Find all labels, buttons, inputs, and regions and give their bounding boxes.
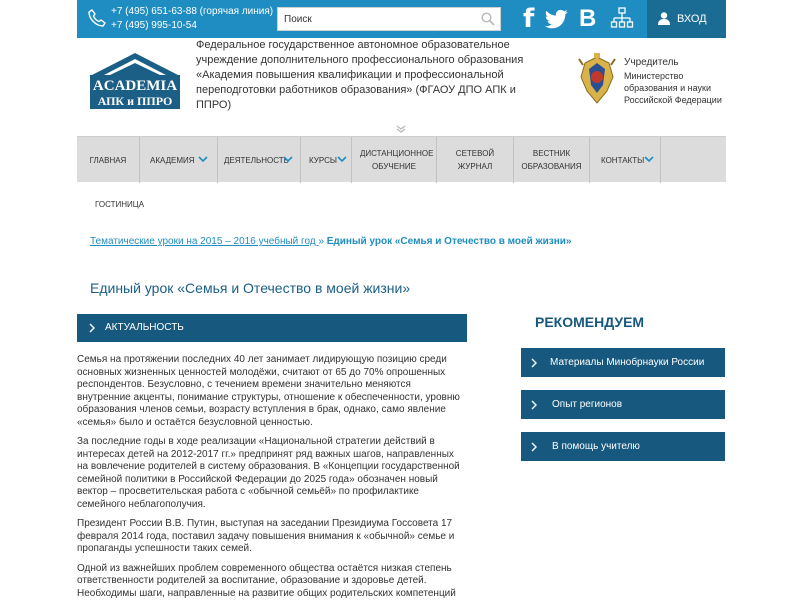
nav-item-label: ВЕСТНИК ОБРАЗОВАНИЯ — [521, 149, 582, 171]
nav-item-network-journal[interactable] — [436, 137, 513, 183]
chevron-down-icon[interactable] — [396, 125, 406, 133]
academia-logo[interactable] — [90, 53, 180, 109]
nav-item-label: ДИСТАНЦИОННОЕ ОБУЧЕНИЕ — [360, 149, 434, 171]
nav-item-activity[interactable] — [217, 137, 300, 183]
chevron-right-icon — [89, 323, 95, 333]
chevron-down-icon — [337, 156, 347, 163]
nav-item-label: КОНТАКТЫ — [601, 155, 645, 165]
search-input[interactable] — [278, 8, 468, 30]
nav-item-courses[interactable] — [300, 137, 351, 183]
breadcrumb — [90, 236, 572, 247]
hotline-phone[interactable]: +7 (495) 651-63-88 (горячая линия) — [111, 6, 274, 17]
logo-text-top: ACADEMIA — [92, 78, 178, 94]
chevron-down-icon — [198, 156, 208, 163]
organization-name: Федеральное государственное автономное образовательное учреждение дополнительного профессионального образования «Академия повышения квалификации и профессиональной переподготовки работников образования» (ФГАОУ ДПО АПК и ППРО) — [196, 39, 524, 111]
user-icon — [658, 12, 670, 25]
breadcrumb-current: Единый урок «Семья и Отечество в моей жизни» — [323, 236, 572, 247]
founder-block — [624, 57, 722, 106]
sidebar-item-teacher-help[interactable] — [521, 432, 725, 461]
twitter-icon[interactable] — [545, 7, 569, 31]
sidebar-item-label: В помощь учителю — [552, 441, 640, 452]
nav-item-hotel[interactable]: ГОСТИНИЦА — [95, 200, 145, 209]
sidebar-item-ministry-materials[interactable] — [521, 348, 725, 377]
main-phone[interactable]: +7 (495) 995-10-54 — [111, 20, 197, 31]
chevron-down-icon — [283, 156, 293, 163]
nav-item-academy[interactable] — [139, 137, 217, 183]
nav-item-distance-learning[interactable] — [351, 137, 436, 183]
breadcrumb-link[interactable]: Тематические уроки на 2015 – 2016 учебный год — [90, 236, 319, 247]
search-icon[interactable] — [481, 12, 495, 26]
article-content — [77, 354, 467, 607]
nav-item-label: СЕТЕВОЙ ЖУРНАЛ — [455, 149, 495, 171]
coat-of-arms-icon — [577, 53, 617, 107]
login-label: ВХОД — [677, 13, 707, 25]
logo-text-bottom: АПК и ППРО — [97, 94, 173, 108]
section-header-relevance[interactable] — [77, 314, 467, 342]
breadcrumb-separator: » — [318, 236, 324, 247]
login-button[interactable] — [647, 0, 726, 38]
chevron-right-icon — [531, 400, 537, 410]
sidebar-item-regions-experience[interactable] — [521, 390, 725, 419]
main-nav — [77, 136, 726, 182]
paragraph: Одной из важнейших проблем современного общества остаётся низкая степень ответственности родителей за воспитание, образование и здоровье детей. Необходимы шаги, направленные на развитие общих родительских компетенций — [77, 562, 456, 599]
nav-item-home[interactable] — [77, 137, 139, 183]
recommended-title: РЕКОМЕНДУЕМ — [535, 314, 645, 330]
chevron-right-icon — [531, 358, 537, 368]
phone-icon — [88, 9, 106, 27]
founder-title: Учредитель — [624, 57, 679, 68]
paragraph: Президент России В.В. Путин, выступая на заседании Президиума Госсовета 17 февраля 2014 года, поставил задачу повышения внимания к «обычной» семье и пропаганды успешности таких семей. — [77, 518, 455, 554]
section-label: АКТУАЛЬНОСТЬ — [105, 322, 184, 333]
nav-item-education-herald[interactable] — [513, 137, 589, 183]
top-bar — [77, 0, 726, 38]
nav-item-label: ДЕЯТЕЛЬНОСТЬ — [224, 155, 289, 165]
nav-item-label: КУРСЫ — [309, 155, 337, 165]
nav-item-contacts[interactable] — [589, 137, 660, 183]
vkontakte-icon[interactable]: B — [579, 5, 597, 32]
search-box — [277, 7, 501, 31]
nav-item-empty — [660, 137, 726, 183]
facebook-icon[interactable]: f — [523, 4, 535, 34]
founder-line[interactable]: Российской Федерации — [624, 95, 722, 105]
chevron-down-icon — [644, 156, 654, 163]
phone-numbers — [111, 5, 273, 33]
sidebar-item-label: Опыт регионов — [552, 399, 623, 410]
page-title: Единый урок «Семья и Отечество в моей жизни» — [90, 280, 411, 296]
founder-line[interactable]: образования и науки — [624, 83, 712, 93]
sidebar-item-label: Материалы Минобрнауки России — [550, 357, 705, 368]
paragraph: Семья на протяжении последних 40 лет занимает лидирующую позицию среди основных жизненных ценностей молодёжи, считают от 65 до 70% опрошенных респондентов. Безусловно, с течением времени значительно меняются внутренние акценты, понимание структуры, отношение к обеспеченности, уровню образования членов семьи, возрасту вступления в брак, однако, само явление «семья» было и остаётся безусловной ценностью. — [77, 354, 460, 428]
nav-item-label: ГЛАВНАЯ — [89, 155, 127, 165]
founder-line[interactable]: Министерство — [624, 71, 684, 81]
sitemap-icon[interactable] — [611, 7, 633, 31]
nav-item-label: АКАДЕМИЯ — [150, 155, 195, 165]
paragraph: За последние годы в ходе реализации «Национальной стратегии действий в интересах детей на 2012-2017 гг.» предпринят ряд важных шагов, направленных на вовлечение родителей в систему образования. В «Концепции государственной семейной политики в Российской Федерации до 2025 года» обозначен новый вектор – просветительская работа с «обычной семьёй» по профилактике семейного неблагополучия. — [77, 436, 460, 510]
chevron-right-icon — [531, 442, 537, 452]
